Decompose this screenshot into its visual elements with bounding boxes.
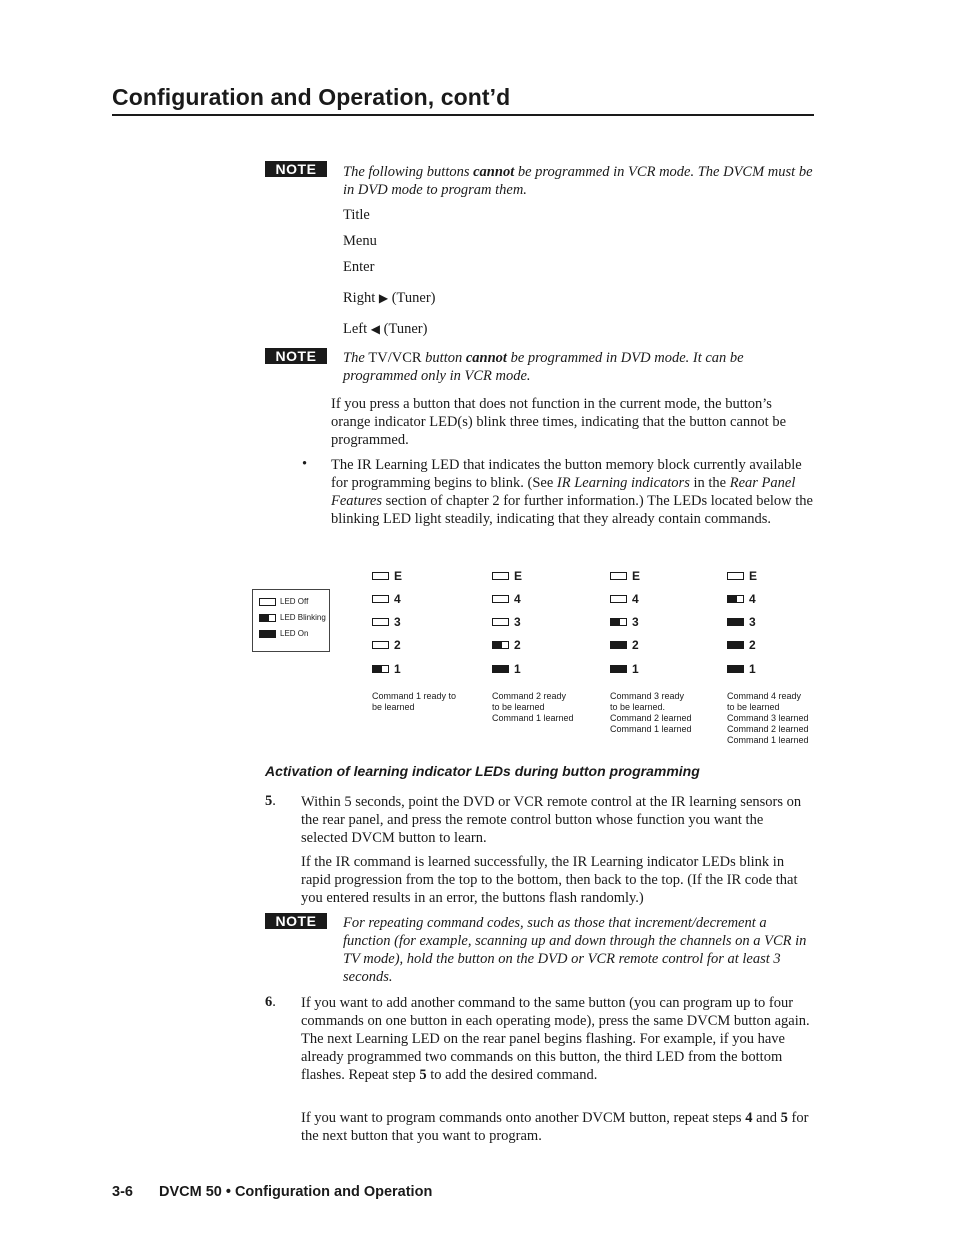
- led-indicator-row: [492, 592, 521, 606]
- led-off-icon: [372, 595, 389, 603]
- led-indicator-row: [610, 569, 640, 583]
- led-label: E: [394, 569, 403, 583]
- caption-line: Command 1 learned: [610, 724, 692, 734]
- led-column-caption: [610, 691, 692, 735]
- led-label: 3: [514, 615, 521, 629]
- note-text-part: The following buttons: [343, 164, 474, 180]
- legend-label: LED Off: [280, 597, 309, 606]
- led-label: E: [514, 569, 523, 583]
- led-label: 1: [514, 662, 521, 676]
- text-part: section of chapter 2 for further information.) The LEDs located below the blinking LED light steadily, indicating that they already contain commands.: [331, 493, 813, 527]
- led-on-icon: [259, 630, 276, 638]
- caption-line: Command 2 learned: [727, 724, 809, 734]
- led-label: 4: [632, 592, 639, 606]
- note-text-part: TV/VCR: [368, 350, 422, 366]
- button-name-menu: Menu: [343, 233, 377, 249]
- led-off-icon: [610, 572, 627, 580]
- step-number: 5.: [265, 793, 276, 809]
- button-name-label: (Tuner): [383, 321, 428, 337]
- led-label: 1: [394, 662, 401, 676]
- step-number: 6.: [265, 994, 276, 1010]
- led-off-icon: [372, 572, 389, 580]
- note-badge: NOTE: [265, 348, 327, 364]
- led-label: 4: [394, 592, 401, 606]
- led-indicator-row: [372, 638, 401, 652]
- step-followup: [301, 1109, 813, 1145]
- legend-label: LED On: [280, 629, 309, 638]
- led-off-icon: [372, 618, 389, 626]
- step-followup: If the IR command is learned successfully, the IR Learning indicator LEDs blink in rapid progression from the top to the bottom, then back to the top. (If the IR code that you entered results in an error, the buttons flash randomly.): [301, 854, 798, 906]
- led-label: 4: [514, 592, 521, 606]
- led-indicator-row: [610, 615, 639, 629]
- text-part: 5: [780, 1110, 788, 1126]
- led-blinking-icon: [259, 614, 276, 622]
- note-text-part: button: [425, 350, 463, 366]
- text-part: IR Learning indicators: [556, 475, 690, 491]
- led-off-icon: [259, 598, 276, 606]
- led-blink-icon: [610, 618, 627, 626]
- step-number-value: 5: [265, 793, 273, 809]
- led-indicator-row: [610, 592, 639, 606]
- led-label: E: [632, 569, 641, 583]
- led-label: 2: [514, 638, 521, 652]
- led-off-icon: [372, 641, 389, 649]
- led-off-icon: [727, 572, 744, 580]
- led-label: 3: [394, 615, 401, 629]
- caption-line: Command 3 ready: [610, 691, 685, 701]
- caption-line: to be learned.: [610, 702, 666, 712]
- bullet-paragraph: [331, 456, 813, 528]
- legend-item-off: [259, 597, 308, 606]
- step-text: Within 5 seconds, point the DVD or VCR remote control at the IR learning sensors on the rear panel, and press the remote control button whose function you want the selected DVCM button to learn.: [301, 794, 802, 846]
- led-indicator-row: [727, 569, 757, 583]
- led-label: 2: [632, 638, 639, 652]
- led-on-icon: [727, 665, 744, 673]
- text-part: 4: [745, 1110, 753, 1126]
- led-indicator-row: [727, 662, 756, 676]
- figure-caption: Activation of learning indicator LEDs during button programming: [265, 763, 700, 779]
- led-column-caption: [492, 691, 574, 724]
- step-text: [301, 994, 813, 1084]
- text-part: 5: [419, 1067, 427, 1083]
- legend-item-blinking: [259, 613, 326, 622]
- led-legend: [252, 589, 330, 652]
- text-part: to add the desired command.: [426, 1067, 598, 1083]
- led-indicator-row: [610, 662, 639, 676]
- led-indicator-row: [727, 615, 756, 629]
- led-on-icon: [610, 665, 627, 673]
- note-text-emphasis: cannot: [465, 350, 507, 366]
- button-name-enter: Enter: [343, 259, 375, 275]
- text-part: If you want to program commands onto another DVCM button, repeat steps: [301, 1110, 746, 1126]
- page-footer: [112, 1184, 432, 1200]
- note-text-part: be programmed in DVD mode. It can be programmed only in VCR mode.: [343, 350, 744, 384]
- led-label: 2: [394, 638, 401, 652]
- note-badge: NOTE: [265, 913, 327, 929]
- led-indicator-row: [372, 569, 402, 583]
- caption-line: to be learned: [727, 702, 780, 712]
- button-name-right: [343, 290, 436, 307]
- led-blink-icon: [727, 595, 744, 603]
- page-number: 3-6: [112, 1184, 133, 1200]
- note-text: For repeating command codes, such as those that increment/decrement a function (for example, scanning up and down through the channels on a VCR in TV mode), hold the button on the DVD or VCR remote control for at least 3 seconds.: [343, 915, 807, 985]
- caption-line: Command 1 ready to: [372, 691, 457, 701]
- led-indicator-row: [492, 569, 522, 583]
- caption-line: Command 4 ready: [727, 691, 802, 701]
- led-on-icon: [610, 641, 627, 649]
- led-off-icon: [610, 595, 627, 603]
- led-label: 1: [749, 662, 756, 676]
- led-indicator-row: [492, 615, 521, 629]
- bullet-icon: •: [302, 456, 308, 472]
- led-indicator-row: [610, 638, 639, 652]
- note-text-part: The: [343, 350, 365, 366]
- note-badge: NOTE: [265, 161, 327, 177]
- body-paragraph: If you press a button that does not function in the current mode, the button’s orange indicator LED(s) blink three times, indicating that the button cannot be programmed.: [331, 396, 787, 448]
- led-indicator-row: [492, 638, 521, 652]
- caption-line: to be learned: [492, 702, 545, 712]
- led-label: 1: [632, 662, 639, 676]
- button-name-label: (Tuner): [391, 290, 436, 306]
- page-title: Configuration and Operation, cont’d: [112, 84, 511, 110]
- button-name-label: Left: [343, 321, 368, 337]
- led-label: 3: [749, 615, 756, 629]
- legend-item-on: [259, 629, 308, 638]
- legend-label: LED Blinking: [280, 613, 326, 622]
- led-blink-icon: [372, 665, 389, 673]
- text-part: in the: [689, 475, 730, 491]
- led-blink-icon: [492, 641, 509, 649]
- button-name-label: Right: [343, 290, 376, 306]
- note-text: [343, 349, 813, 385]
- led-on-icon: [727, 641, 744, 649]
- step-number-value: 6: [265, 994, 273, 1010]
- led-label: 2: [749, 638, 756, 652]
- led-off-icon: [492, 572, 509, 580]
- led-label: 3: [632, 615, 639, 629]
- caption-line: Command 3 learned: [727, 713, 809, 723]
- led-indicator-row: [372, 592, 401, 606]
- text-part: Rear Panel Features: [331, 475, 796, 509]
- led-label: E: [749, 569, 758, 583]
- header-divider: [112, 114, 814, 116]
- right-arrow-icon: ▶: [378, 291, 389, 305]
- text-part: for the next button that you want to program.: [301, 1110, 809, 1144]
- led-indicator-row: [727, 592, 756, 606]
- led-on-icon: [492, 665, 509, 673]
- caption-line: Command 1 learned: [727, 735, 809, 745]
- text-part: If you want to add another command to the same button (you can program up to four commands on one button in each operating mode), press the same DVCM button again. The next Learning LED on the rear panel begins flashing. For example, if you have already programmed two commands on this button, the third LED from the bottom flashes. Repeat step: [301, 995, 810, 1083]
- caption-line: Command 2 learned: [610, 713, 692, 723]
- note-text-part: be programmed in VCR mode. The DVCM must be in DVD mode to program them.: [343, 164, 813, 198]
- footer-title: DVCM 50 • Configuration and Operation: [158, 1184, 433, 1200]
- caption-line: Command 2 ready: [492, 691, 567, 701]
- led-off-icon: [492, 618, 509, 626]
- led-indicator-row: [372, 662, 401, 676]
- caption-line: be learned: [372, 702, 415, 712]
- led-indicator-row: [372, 615, 401, 629]
- left-arrow-icon: ◀: [370, 322, 381, 336]
- text-part: The IR Learning LED that indicates the button memory block currently available for programming begins to blink. (See: [331, 457, 802, 491]
- led-on-icon: [727, 618, 744, 626]
- note-text-emphasis: cannot: [473, 164, 515, 180]
- button-name-title: Title: [343, 207, 370, 223]
- led-off-icon: [492, 595, 509, 603]
- led-column-caption: [372, 691, 456, 713]
- led-column-caption: [727, 691, 809, 746]
- led-indicator-row: [727, 638, 756, 652]
- led-label: 4: [749, 592, 756, 606]
- text-part: and: [752, 1110, 781, 1126]
- caption-line: Command 1 learned: [492, 713, 574, 723]
- note-text: [343, 163, 813, 199]
- button-name-left: [343, 321, 427, 338]
- led-indicator-row: [492, 662, 521, 676]
